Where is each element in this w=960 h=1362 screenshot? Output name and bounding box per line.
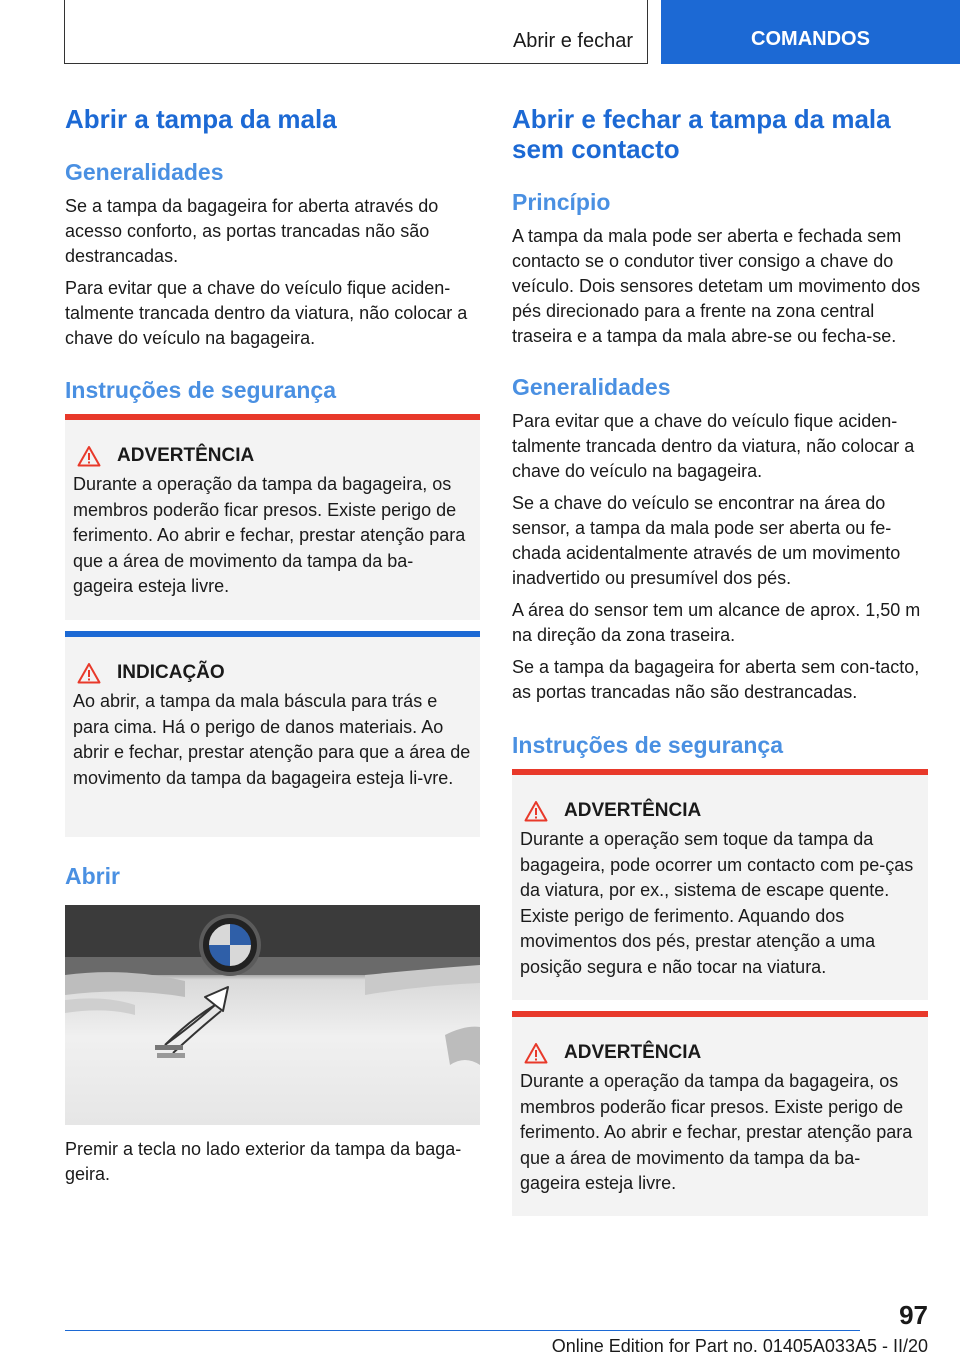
header-section-title: Abrir e fechar <box>512 30 633 52</box>
left-notice-title: INDICAÇÃO <box>117 662 225 683</box>
footer-divider <box>65 1330 860 1331</box>
left-warning-text: Durante a operação da tampa da bagageira, os membros poderão ficar presos. Existe perigo de ferimento. Ao abrir e fechar, prestar atenção para que a área de movimento da tampa da ba-gageira esteja livre. <box>73 474 466 596</box>
right-general-p2: Se a chave do veículo se encontrar na área do sensor, a tampa da mala pode ser aberta ou fe-chada acidentalmente através de um movimento inadvertido ou presumível dos pés. <box>512 493 901 588</box>
footer-edition: Online Edition for Part no. 01405A033A5 - II/20 <box>551 1336 928 1356</box>
left-general-p1: Se a tampa da bagageira for aberta através do acesso conforto, as portas trancadas não são destrancadas. <box>65 196 439 266</box>
right-general-p3: A área do sensor tem um alcance de aprox. 1,50 m na direção da zona traseira. <box>512 600 921 645</box>
left-warning-title: ADVERTÊNCIA <box>117 445 255 466</box>
left-general-heading: Generalidades <box>65 159 224 185</box>
header-chapter-tab: COMANDOS <box>661 0 960 64</box>
left-notice-text: Ao abrir, a tampa da mala báscula para trás e para cima. Há o perigo de danos materiais. Ao abrir e fechar, prestar atenção para que a área de movimento da tampa da bagageira esteja li-vre. <box>73 691 471 788</box>
page-number: 97 <box>899 1300 928 1330</box>
left-warning-header <box>73 444 472 468</box>
right-warning2-text: Durante a operação da tampa da bagageira, os membros poderão ficar presos. Existe perigo de ferimento. Ao abrir e fechar, prestar atenção para que a área de movimento da tampa da ba-gageira esteja livre. <box>520 1071 913 1193</box>
left-notice-box <box>65 631 480 837</box>
right-general-p4: Se a tampa da bagageira for aberta sem con-tacto, as portas trancadas não são destrancadas. <box>512 657 920 702</box>
left-warning-box <box>65 414 480 620</box>
right-warning2-box <box>512 1011 928 1216</box>
right-general-heading: Generalidades <box>512 374 671 400</box>
warning-triangle-icon <box>77 445 101 467</box>
right-safety-heading: Instruções de segurança <box>512 732 783 758</box>
right-principle-text: A tampa da mala pode ser aberta e fechada sem contacto se o condutor tiver consigo a chave do veículo. Dois sensores detetam um movimento dos pés direcionado para a frente na zona central traseira e a tampa da mala abre-se ou fecha-se. <box>512 226 921 346</box>
right-warning1-title: ADVERTÊNCIA <box>564 800 702 821</box>
left-photo-caption: Premir a tecla no lado exterior da tampa da baga-geira. <box>65 1139 462 1184</box>
left-notice-header <box>73 661 472 685</box>
right-warning1-header <box>520 799 920 823</box>
right-warning2-header <box>520 1041 920 1065</box>
trunk-button-photo <box>65 905 480 1125</box>
warning-triangle-icon <box>524 1042 548 1064</box>
right-warning1-text: Durante a operação sem toque da tampa da bagageira, pode ocorrer um contacto com pe-ças da viatura, por ex., sistema de escape quente. Existe perigo de ferimento. Aquando dos movimentos dos pés, prestar atenção a uma posição segura e não tocar na viatura. <box>520 829 914 977</box>
warning-triangle-icon <box>524 800 548 822</box>
right-general-p1: Para evitar que a chave do veículo fique aciden-talmente trancada dentro da viatura, não colocar a chave do veículo na bagageira. <box>512 411 915 481</box>
trunk-illustration <box>65 905 480 1125</box>
right-warning2-title: ADVERTÊNCIA <box>564 1042 702 1063</box>
right-warning1-box <box>512 769 928 1000</box>
left-safety-heading: Instruções de segurança <box>65 377 336 403</box>
left-title: Abrir a tampa da mala <box>65 104 337 134</box>
right-title: Abrir e fechar a tampa da mala sem contacto <box>512 104 891 164</box>
left-general-p2: Para evitar que a chave do veículo fique aciden-talmente trancada dentro da viatura, não colocar a chave do veículo na bagageira. <box>65 278 468 348</box>
left-open-heading: Abrir <box>65 863 120 889</box>
header-section-box <box>64 0 648 64</box>
right-principle-heading: Princípio <box>512 189 611 215</box>
notice-triangle-icon <box>77 662 101 684</box>
